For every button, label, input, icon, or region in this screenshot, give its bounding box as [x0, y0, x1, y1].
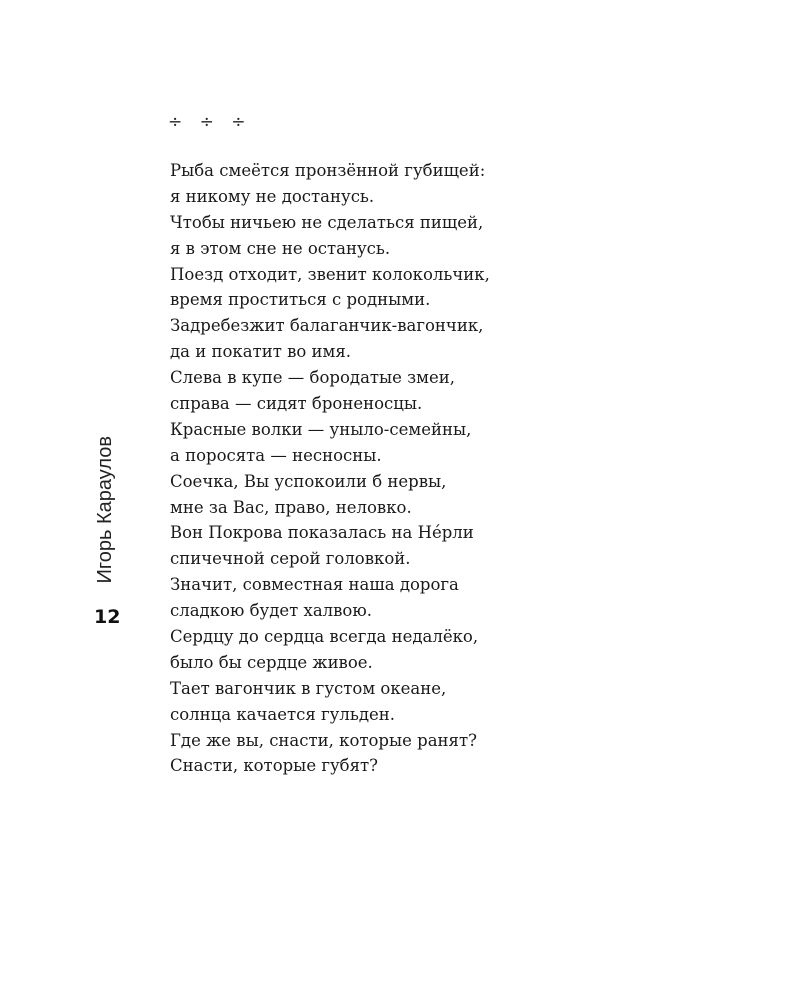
poem-line: я никому не достанусь. — [170, 186, 375, 206]
poem-line: солнца качается гульден. — [170, 704, 396, 724]
poem-line: да и покатит во имя. — [170, 342, 352, 362]
poem-line: Слева в купе — бородатые змеи, — [170, 368, 456, 388]
poem-line: было бы сердце живое. — [170, 652, 373, 672]
poem — [170, 158, 490, 779]
author-name: Игорь Караулов — [94, 436, 116, 584]
poem-line: Значит, совместная наша дорога — [170, 575, 459, 595]
poem-line: Соечка, Вы успокоили б нервы, — [170, 471, 447, 491]
poem-line: спичечной серой головкой. — [170, 549, 411, 569]
poem-line: Задребезжит балаганчик-вагончик, — [170, 316, 484, 336]
poem-line: Где же вы, снасти, которые ранят? — [170, 730, 477, 750]
page-number: 12 — [94, 606, 121, 628]
section-ornament: ÷ ÷ ÷ — [168, 112, 252, 132]
poem-line: Снасти, которые губят? — [170, 756, 378, 776]
poem-line: сладкою будет халвою. — [170, 601, 372, 621]
poem-line: я в этом сне не останусь. — [170, 238, 391, 258]
poem-line: а поросята — несносны. — [170, 445, 382, 465]
poem-line: Тает вагончик в густом океане, — [170, 678, 447, 698]
poem-line: Рыба смеётся пронзённой губищей: — [170, 161, 486, 180]
poem-line: время проститься с родными. — [170, 290, 431, 310]
poem-line: Красные волки — уныло-семейны, — [170, 419, 472, 439]
poem-line: справа — сидят броненосцы. — [170, 394, 423, 414]
poem-line: Чтобы ничьею не сделаться пищей, — [170, 212, 484, 232]
poem-line: Вон Покрова показалась на Нéрли — [170, 523, 474, 543]
poem-line: Сердцу до сердца всегда недалёко, — [170, 627, 479, 647]
poem-line: Поезд отходит, звенит колокольчик, — [170, 264, 490, 284]
poem-line: мне за Вас, право, неловко. — [170, 497, 412, 517]
